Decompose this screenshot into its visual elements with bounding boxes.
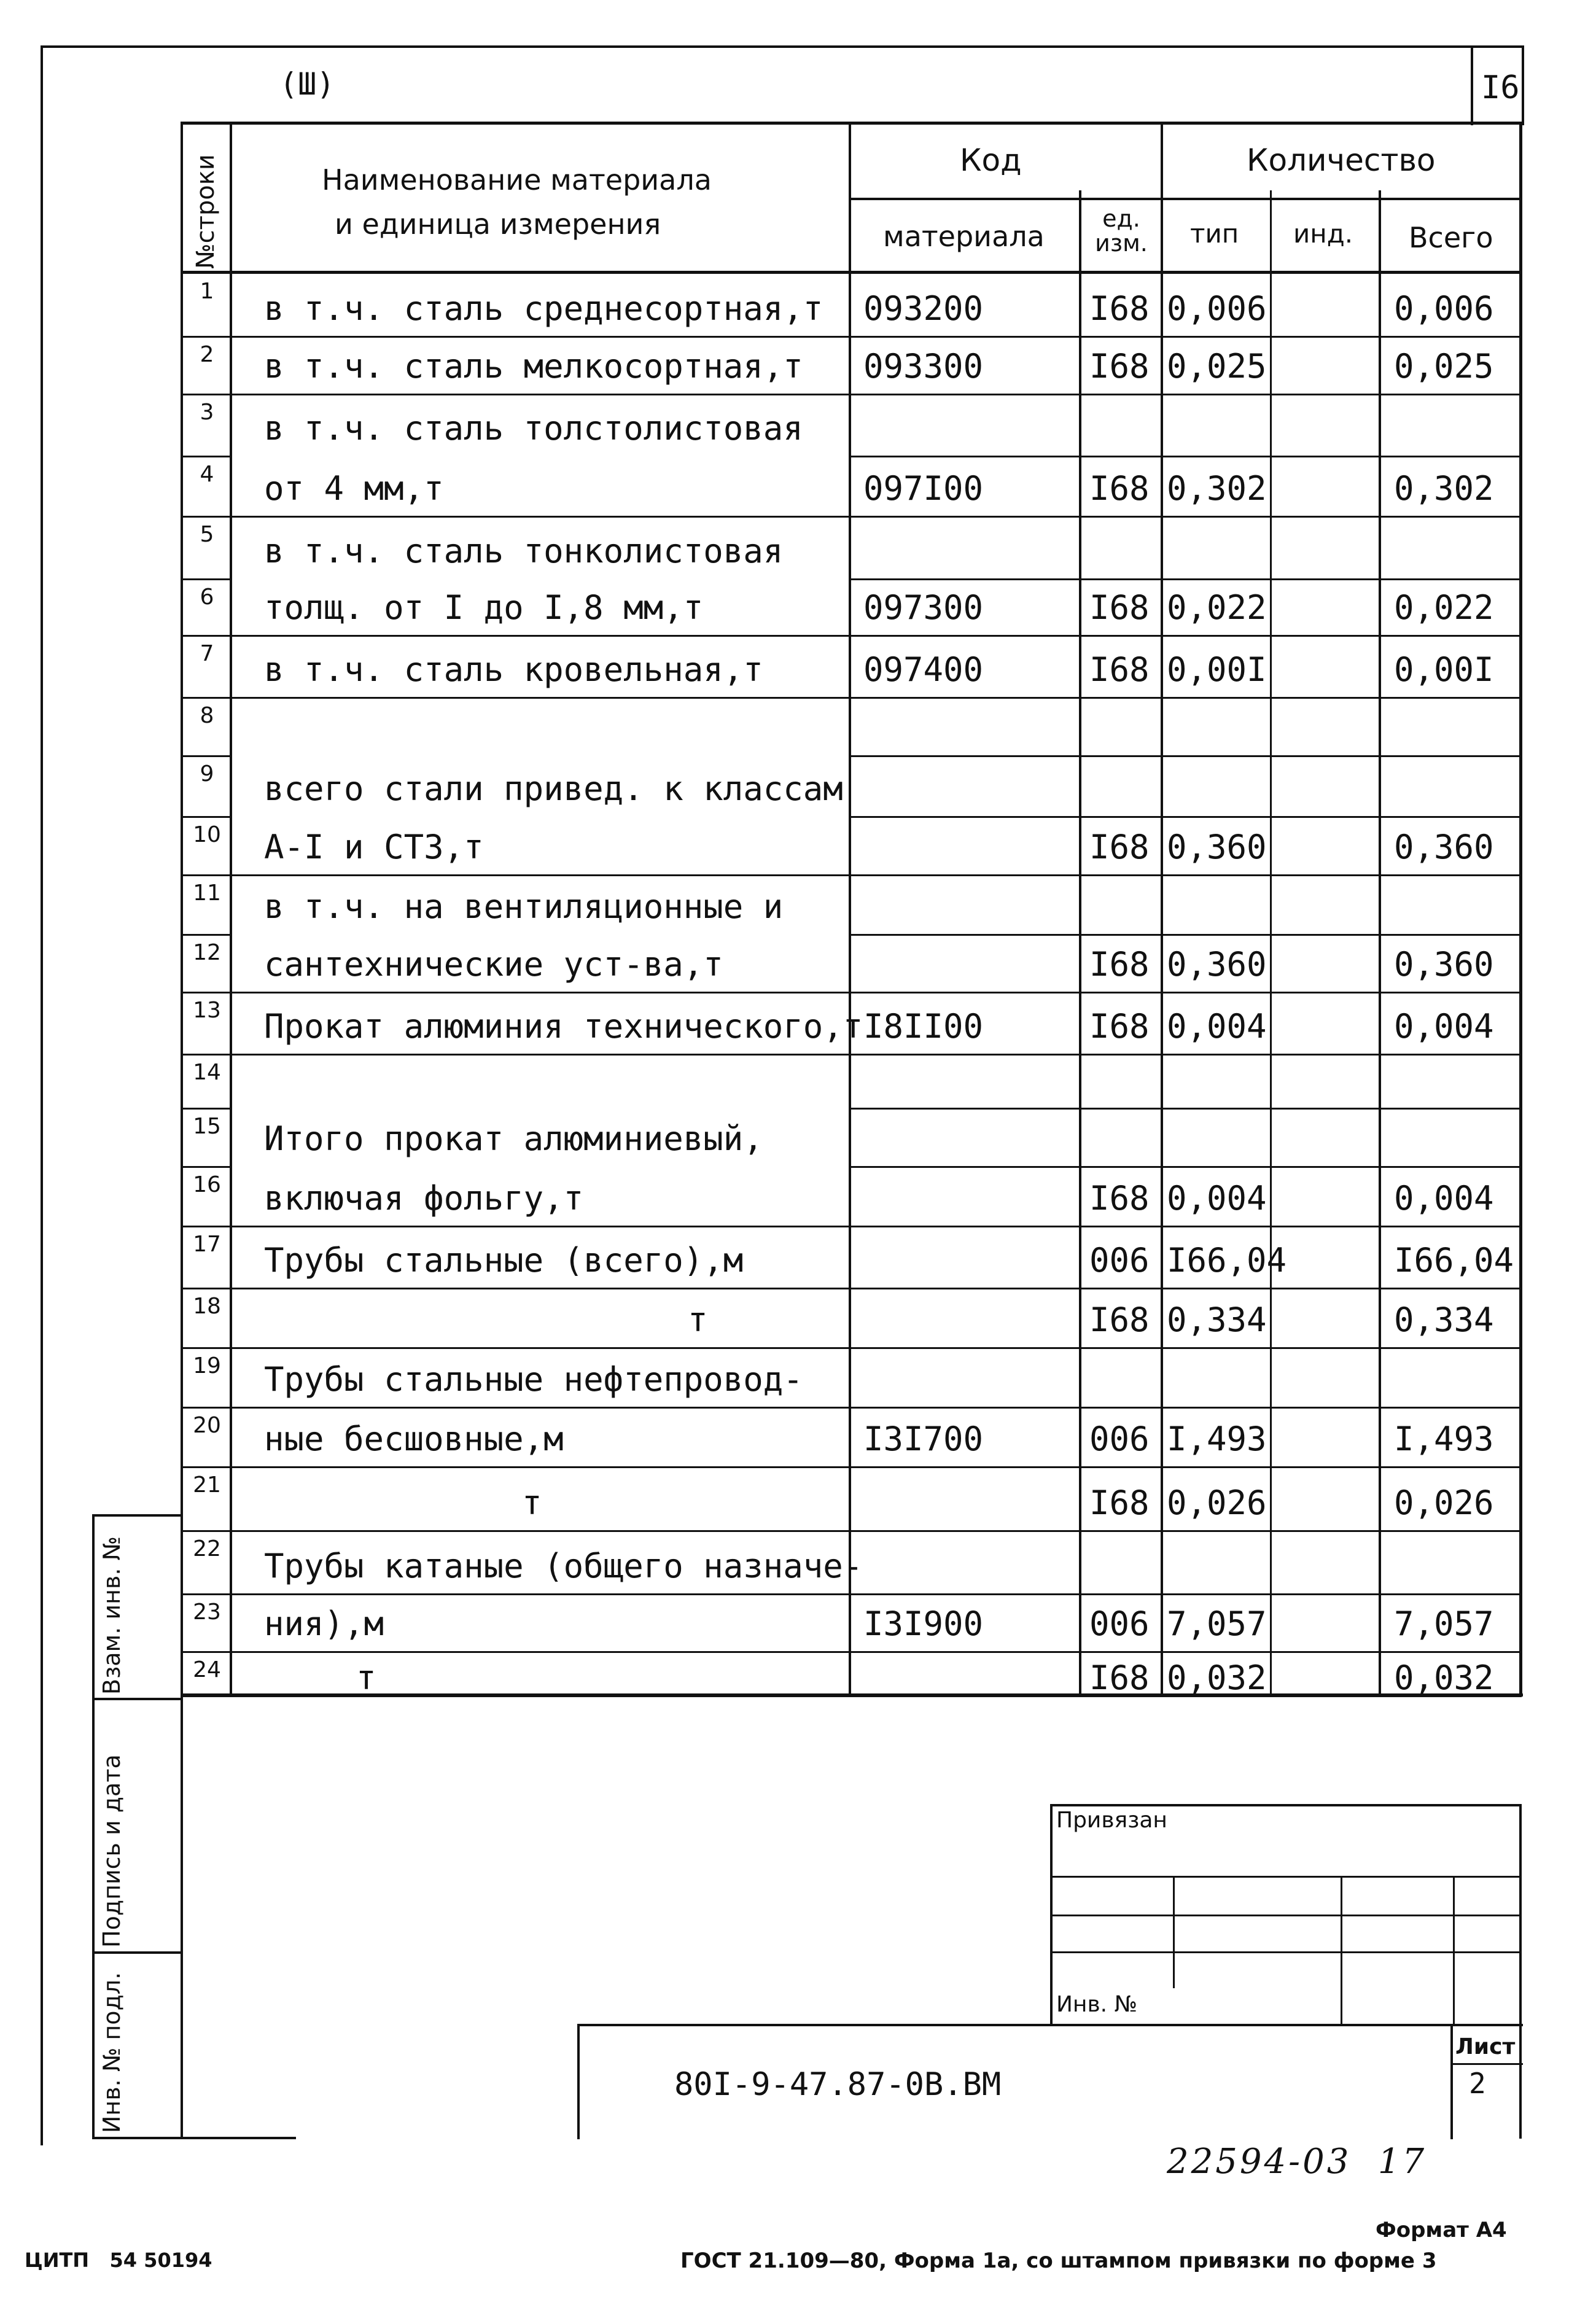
cell-name: в т.ч. сталь мелкосортная,т bbox=[264, 347, 803, 386]
cell-no: 17 bbox=[193, 1232, 221, 1257]
cell-total: 0,360 bbox=[1394, 945, 1494, 984]
cell-name: ния),м bbox=[264, 1604, 384, 1643]
cell-name: включая фольгу,т bbox=[264, 1179, 584, 1218]
cell-type: 0,004 bbox=[1167, 1179, 1267, 1218]
privyazan-row2 bbox=[1050, 1915, 1522, 1916]
cell-unit: I68 bbox=[1089, 650, 1150, 689]
cell-no: 10 bbox=[193, 822, 221, 847]
header-qty-type: тип bbox=[1190, 219, 1239, 249]
cell-name: ные бесшовные,м bbox=[264, 1420, 564, 1458]
cell-name: Прокат алюминия технического,т bbox=[264, 1007, 863, 1046]
row-divider-partial bbox=[849, 1108, 1522, 1110]
col-unit-right bbox=[1161, 122, 1163, 1697]
cell-total: 0,004 bbox=[1394, 1179, 1494, 1218]
row-divider bbox=[181, 874, 1522, 876]
cell-no: 4 bbox=[200, 462, 214, 487]
cell-type: 7,057 bbox=[1167, 1604, 1267, 1643]
cell-type: 0,004 bbox=[1167, 1007, 1267, 1046]
frame-right bbox=[1522, 45, 1524, 125]
row-divider bbox=[181, 456, 232, 457]
section-mark: (Ш) bbox=[279, 66, 335, 102]
row-divider bbox=[181, 635, 1522, 637]
cell-name: т bbox=[522, 1483, 542, 1522]
row-divider bbox=[181, 1347, 1522, 1349]
cell-unit: 006 bbox=[1089, 1604, 1150, 1643]
frame-top bbox=[41, 45, 1524, 48]
cell-type: 0,360 bbox=[1167, 828, 1267, 866]
row-divider-partial bbox=[849, 934, 1522, 936]
format-label: Формат А4 bbox=[1376, 2218, 1507, 2242]
stamp-inv-podl: Инв. № подл. bbox=[98, 1972, 125, 2133]
titleblock-top bbox=[577, 2024, 1523, 2026]
cell-unit: I68 bbox=[1089, 347, 1150, 386]
cell-type: 0,006 bbox=[1167, 289, 1267, 328]
header-code-material: материала bbox=[883, 220, 1045, 253]
header-name-line1: Наименование материала bbox=[322, 163, 712, 196]
stamp-div-1 bbox=[92, 1698, 183, 1700]
cell-no: 16 bbox=[193, 1172, 221, 1197]
cell-no: 5 bbox=[200, 522, 214, 547]
cell-name: А-I и СТ3,т bbox=[264, 828, 484, 866]
row-divider bbox=[181, 394, 1522, 395]
row-divider bbox=[181, 1407, 1522, 1409]
cell-unit: I68 bbox=[1089, 1658, 1150, 1697]
cell-no: 2 bbox=[200, 342, 214, 367]
row-divider bbox=[181, 1108, 232, 1110]
header-qty-ind: инд. bbox=[1293, 219, 1353, 249]
row-divider bbox=[181, 1593, 1522, 1595]
header-row-number: №строки bbox=[192, 154, 220, 269]
cell-total: 0,360 bbox=[1394, 828, 1494, 866]
cell-no: 7 bbox=[200, 641, 214, 666]
row-divider-partial bbox=[849, 1166, 1522, 1168]
cell-name: в т.ч. сталь среднесортная,т bbox=[264, 289, 823, 328]
footer-org: ЦИТП 54 50194 bbox=[25, 2249, 212, 2272]
cell-unit: I68 bbox=[1089, 469, 1150, 508]
cell-code: 097300 bbox=[863, 588, 984, 627]
cell-code: I8II00 bbox=[863, 1007, 984, 1046]
row-divider bbox=[181, 816, 232, 818]
cell-name: всего стали привед. к классам bbox=[264, 769, 843, 808]
frame-left bbox=[41, 45, 43, 2145]
privyazan-row3 bbox=[1050, 1951, 1522, 1953]
row-divider bbox=[181, 1288, 1522, 1289]
row-divider bbox=[181, 1651, 1522, 1653]
header-name-line2: и единица измерения bbox=[335, 208, 661, 241]
cell-name: толщ. от I до I,8 мм,т bbox=[264, 588, 704, 627]
handwritten-number: 22594-03 17 bbox=[1167, 2142, 1427, 2182]
cell-name: в т.ч. сталь кровельная,т bbox=[264, 650, 763, 689]
col-ind-right bbox=[1379, 190, 1381, 1697]
cell-code: I3I900 bbox=[863, 1604, 984, 1643]
cell-name: в т.ч. сталь тонколистовая bbox=[264, 532, 784, 570]
privyazan-top bbox=[1050, 1804, 1522, 1806]
cell-unit: I68 bbox=[1089, 945, 1150, 984]
cell-name: т bbox=[356, 1658, 376, 1697]
cell-code: 097400 bbox=[863, 650, 984, 689]
header-qty-total: Всего bbox=[1409, 221, 1493, 254]
cell-unit: 006 bbox=[1089, 1241, 1150, 1280]
cell-total: 0,022 bbox=[1394, 588, 1494, 627]
cell-name: Итого прокат алюминиевый, bbox=[264, 1119, 763, 1158]
cell-no: 23 bbox=[193, 1600, 221, 1625]
stamp-top bbox=[92, 1514, 183, 1517]
cell-unit: I68 bbox=[1089, 1179, 1150, 1218]
col-code-right bbox=[1079, 190, 1081, 1697]
cell-no: 15 bbox=[193, 1114, 221, 1139]
cell-total: 0,334 bbox=[1394, 1300, 1494, 1339]
cell-type: 0,302 bbox=[1167, 469, 1267, 508]
row-divider-partial bbox=[849, 755, 1522, 757]
cell-type: 0,00I bbox=[1167, 650, 1267, 689]
cell-total: 0,004 bbox=[1394, 1007, 1494, 1046]
cell-no: 21 bbox=[193, 1472, 221, 1498]
row-divider bbox=[181, 1466, 1522, 1468]
cell-name: Трубы стальные нефтепровод- bbox=[264, 1360, 803, 1399]
col-type-right bbox=[1270, 190, 1272, 1697]
cell-type: I,493 bbox=[1167, 1420, 1267, 1458]
cell-no: 8 bbox=[200, 703, 214, 728]
header-code-unit: ед. изм. bbox=[1095, 205, 1148, 257]
row-divider bbox=[181, 1166, 232, 1168]
cell-name: т bbox=[688, 1300, 708, 1339]
cell-name: от 4 мм,т bbox=[264, 469, 444, 508]
cell-no: 12 bbox=[193, 940, 221, 965]
row-divider-partial bbox=[849, 816, 1522, 818]
cell-type: 0,025 bbox=[1167, 347, 1267, 386]
row-divider bbox=[181, 1054, 1522, 1056]
privyazan-v1 bbox=[1173, 1876, 1175, 1988]
row-divider bbox=[181, 697, 1522, 699]
cell-unit: I68 bbox=[1089, 828, 1150, 866]
table-top bbox=[181, 122, 1523, 125]
cell-no: 18 bbox=[193, 1294, 221, 1319]
stamp-div-2 bbox=[92, 1951, 183, 1954]
cell-total: 0,025 bbox=[1394, 347, 1494, 386]
cell-no: 22 bbox=[193, 1536, 221, 1561]
cell-no: 9 bbox=[200, 761, 214, 787]
cell-type: 0,022 bbox=[1167, 588, 1267, 627]
stamp-sign-date: Подпись и дата bbox=[98, 1754, 125, 1948]
row-divider bbox=[181, 934, 232, 936]
stamp-bottom bbox=[92, 2137, 296, 2139]
cell-no: 1 bbox=[200, 279, 214, 304]
cell-total: I,493 bbox=[1394, 1420, 1494, 1458]
sheet-label: Лист bbox=[1455, 2034, 1516, 2059]
privyazan-v2 bbox=[1341, 1876, 1342, 2025]
cell-no: 6 bbox=[200, 585, 214, 610]
cell-name: Трубы стальные (всего),м bbox=[264, 1241, 744, 1280]
cell-no: 13 bbox=[193, 998, 221, 1023]
document-designation: 80I-9-47.87-0В.ВМ bbox=[674, 2066, 1002, 2103]
row-divider bbox=[181, 1226, 1522, 1227]
header-quantity: Количество bbox=[1247, 142, 1436, 178]
cell-unit: I68 bbox=[1089, 1300, 1150, 1339]
row-divider bbox=[181, 516, 1522, 518]
privyazan-row1 bbox=[1050, 1876, 1522, 1878]
cell-code: I3I700 bbox=[863, 1420, 984, 1458]
col-total-right bbox=[1519, 122, 1522, 1697]
cell-type: 0,032 bbox=[1167, 1658, 1267, 1697]
sheet-value: 2 bbox=[1469, 2067, 1486, 2100]
cell-total: 0,006 bbox=[1394, 289, 1494, 328]
page-number-box-left bbox=[1471, 45, 1473, 125]
privyazan-right bbox=[1519, 1804, 1522, 2139]
cell-no: 11 bbox=[193, 881, 221, 906]
row-divider bbox=[181, 1530, 1522, 1532]
titleblock-sheet-div bbox=[1450, 2063, 1523, 2065]
privyazan-label: Привязан bbox=[1056, 1808, 1167, 1833]
cell-no: 3 bbox=[200, 400, 214, 425]
row-divider bbox=[181, 578, 232, 580]
header-code: Код bbox=[960, 142, 1022, 178]
cell-unit: I68 bbox=[1089, 1483, 1150, 1522]
row-divider bbox=[181, 1695, 1522, 1697]
cell-total: I66,04 bbox=[1394, 1241, 1514, 1280]
cell-total: 0,026 bbox=[1394, 1483, 1494, 1522]
row-divider-partial bbox=[849, 456, 1522, 457]
row-divider bbox=[181, 336, 1522, 338]
page-number: I6 bbox=[1481, 69, 1520, 106]
cell-type: I66,04 bbox=[1167, 1241, 1287, 1280]
stamp-col-left bbox=[92, 1514, 95, 2139]
cell-name: в т.ч. на вентиляционные и bbox=[264, 887, 784, 926]
cell-type: 0,334 bbox=[1167, 1300, 1267, 1339]
header-bottom-line bbox=[181, 271, 1522, 274]
privyazan-v3 bbox=[1453, 1876, 1455, 2025]
cell-code: 093200 bbox=[863, 289, 984, 328]
cell-name: Трубы катаные (общего назначе- bbox=[264, 1547, 863, 1585]
titleblock-left bbox=[577, 2024, 580, 2139]
titleblock-sheet-left bbox=[1450, 2024, 1453, 2139]
cell-unit: I68 bbox=[1089, 1007, 1150, 1046]
cell-total: 0,032 bbox=[1394, 1658, 1494, 1697]
cell-unit: I68 bbox=[1089, 289, 1150, 328]
inv-no-label: Инв. № bbox=[1056, 1992, 1138, 2017]
stamp-vzam-inv: Взам. инв. № bbox=[98, 1536, 125, 1695]
cell-total: 0,00I bbox=[1394, 650, 1494, 689]
row-divider bbox=[181, 992, 1522, 993]
col-name-right bbox=[849, 122, 851, 1697]
cell-total: 7,057 bbox=[1394, 1604, 1494, 1643]
cell-unit: I68 bbox=[1089, 588, 1150, 627]
cell-total: 0,302 bbox=[1394, 469, 1494, 508]
cell-name: в т.ч. сталь толстолистовая bbox=[264, 409, 803, 448]
cell-type: 0,026 bbox=[1167, 1483, 1267, 1522]
row-divider-partial bbox=[849, 578, 1522, 580]
cell-no: 20 bbox=[193, 1413, 221, 1438]
cell-code: 093300 bbox=[863, 347, 984, 386]
cell-code: 097I00 bbox=[863, 469, 984, 508]
footer-gost: ГОСТ 21.109—80, Форма 1а, со штампом привязки по форме 3 bbox=[680, 2249, 1437, 2273]
row-divider bbox=[181, 755, 232, 757]
cell-name: сантехнические уст-ва,т bbox=[264, 945, 723, 984]
header-sub-line bbox=[849, 198, 1522, 200]
cell-no: 24 bbox=[193, 1657, 221, 1682]
cell-no: 14 bbox=[193, 1060, 221, 1085]
cell-no: 19 bbox=[193, 1353, 221, 1378]
cell-type: 0,360 bbox=[1167, 945, 1267, 984]
cell-unit: 006 bbox=[1089, 1420, 1150, 1458]
